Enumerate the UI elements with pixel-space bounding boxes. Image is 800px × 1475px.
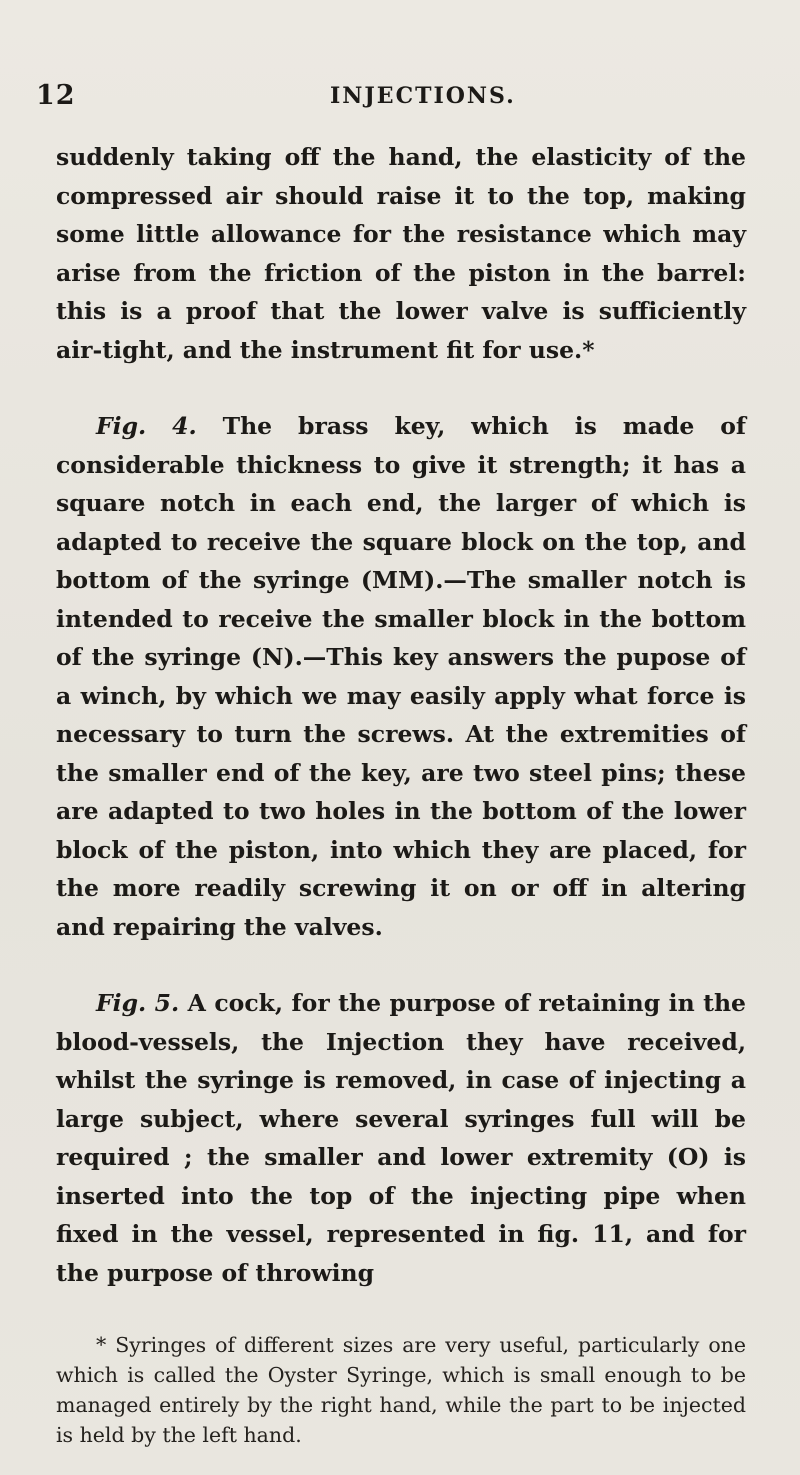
paragraph-fig-5	[56, 984, 746, 1292]
figure-label: Fig. 5.	[96, 989, 180, 1017]
figure-label: Fig. 4.	[96, 412, 197, 440]
paragraph-continuation	[56, 138, 746, 369]
body-text	[56, 138, 746, 1471]
paragraph-fig-4	[56, 407, 746, 946]
page-number: 12	[36, 80, 76, 111]
page-header	[30, 80, 770, 116]
paragraph-text: A cock, for the purpose of retaining in the blood-vessels, the Injection they have received, whilst the syringe is removed, in case of injecting a large subject, where several syringes full will be required ; the smaller and lower extremity (O) is inserted into the top of the injecting pipe when fixed in the vessel, represented in fig. 11, and for the purpose of throwing	[56, 989, 746, 1287]
footnote: * Syringes of different sizes are very useful, particularly one which is called the Oyster Syringe, which is small enough to be managed entirely by the right hand, while the part to be injected is held by the left hand.	[56, 1333, 746, 1447]
paragraph-text: The brass key, which is made of considerable thickness to give it strength; it has a square notch in each end, the larger of which is adapted to receive the square block on the top, and bottom of the syringe (MM).—The smaller notch is intended to receive the smaller block in the bottom of the syringe (N).—This key answers the pupose of a winch, by which we may easily apply what force is necessary to turn the screws. At the extremities of the smaller end of the key, are two steel pins; these are adapted to two holes in the bottom of the lower block of the piston, into which they are placed, for the more readily screwing it on or off in altering and repairing the valves.	[56, 412, 746, 941]
running-head: INJECTIONS.	[330, 83, 516, 109]
paragraph-text: suddenly taking off the hand, the elasticity of the compressed air should raise it to the top, making some little allowance for the resistance which may arise from the friction of the piston in the barrel: this is a proof that the lower valve is sufficiently air-tight, and the instrument fit for use.*	[56, 143, 746, 364]
